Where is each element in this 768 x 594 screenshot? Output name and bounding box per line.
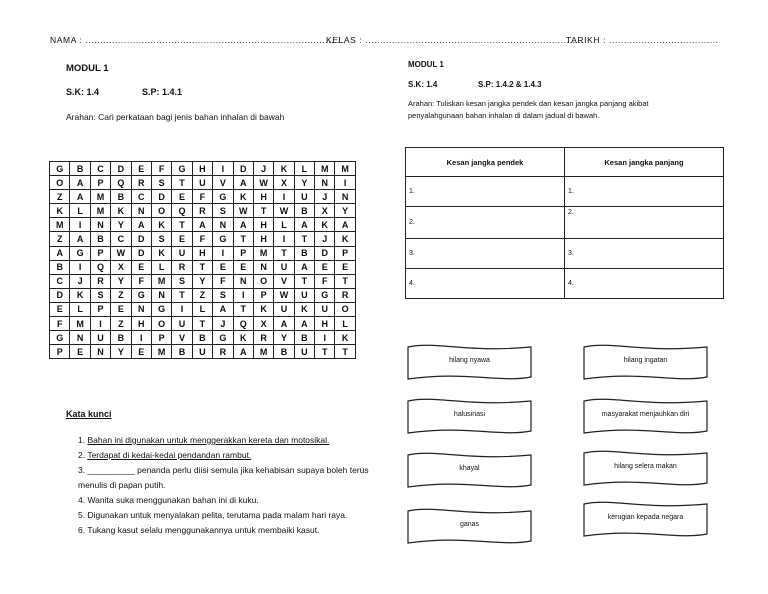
left-sk: S.K: 1.4 [66, 87, 100, 97]
grid-cell[interactable]: A [294, 218, 314, 232]
grid-cell[interactable]: D [151, 190, 171, 204]
grid-cell[interactable]: V [274, 274, 294, 288]
grid-cell[interactable]: X [111, 260, 131, 274]
grid-cell[interactable]: L [151, 260, 171, 274]
grid-cell[interactable]: B [294, 246, 314, 260]
grid-cell[interactable]: X [253, 317, 273, 331]
grid-cell[interactable]: B [90, 232, 110, 246]
grid-cell[interactable]: S [151, 176, 171, 190]
grid-cell[interactable]: A [274, 317, 294, 331]
grid-cell[interactable]: A [192, 218, 212, 232]
grid-cell[interactable]: C [131, 190, 151, 204]
grid-cell[interactable]: K [70, 288, 90, 302]
grid-cell[interactable]: H [253, 232, 273, 246]
grid-cell[interactable]: A [233, 218, 253, 232]
grid-cell[interactable]: G [151, 302, 171, 316]
grid-cell[interactable]: T [315, 345, 335, 359]
grid-cell[interactable]: B [294, 204, 314, 218]
left-sp: S.P: 1.4.1 [142, 87, 183, 97]
grid-cell[interactable]: B [111, 190, 131, 204]
grid-row [50, 274, 356, 288]
grid-cell[interactable]: F [131, 274, 151, 288]
grid-cell[interactable]: L [274, 218, 294, 232]
grid-cell[interactable]: S [151, 232, 171, 246]
grid-cell[interactable]: Y [111, 218, 131, 232]
grid-cell[interactable]: K [335, 331, 355, 345]
grid-cell[interactable]: Q [111, 176, 131, 190]
grid-cell[interactable]: P [50, 345, 70, 359]
grid-cell[interactable]: L [335, 317, 355, 331]
grid-cell[interactable]: I [233, 288, 253, 302]
grid-cell[interactable]: G [213, 331, 233, 345]
grid-cell[interactable]: O [335, 302, 355, 316]
grid-cell[interactable]: F [151, 162, 171, 176]
grid-cell[interactable]: Q [172, 204, 192, 218]
grid-cell[interactable]: M [90, 204, 110, 218]
grid-cell[interactable]: F [315, 274, 335, 288]
grid-cell[interactable]: A [233, 176, 253, 190]
grid-cell[interactable]: I [274, 190, 294, 204]
grid-cell[interactable]: H [192, 162, 212, 176]
grid-cell[interactable]: Y [192, 274, 212, 288]
grid-cell[interactable]: E [131, 162, 151, 176]
grid-cell[interactable]: S [213, 204, 233, 218]
grid-cell[interactable]: Z [50, 190, 70, 204]
grid-cell[interactable]: Z [192, 288, 212, 302]
grid-cell[interactable]: T [253, 204, 273, 218]
grid-cell[interactable]: W [274, 288, 294, 302]
grid-cell[interactable]: A [335, 218, 355, 232]
grid-cell[interactable]: P [90, 302, 110, 316]
card-label: masyarakat menjauhkan diri [601, 411, 690, 418]
grid-cell[interactable]: P [90, 176, 110, 190]
grid-row [50, 190, 356, 204]
grid-cell[interactable]: P [151, 331, 171, 345]
clue-3: 3. __________ penanda perlu diisi semula jika kehabisan supaya boleh terus menulis di papan putih. [78, 465, 369, 490]
grid-cell[interactable]: K [111, 204, 131, 218]
keyword-heading: Kata kunci [66, 409, 112, 419]
right-instruction: Arahan: Tuliskan kesan jangka pendek dan kesan jangka panjang akibat penyalahgunaan bahan inhalan di dalam jadual di bawah. [408, 99, 649, 120]
grid-cell[interactable]: H [131, 317, 151, 331]
grid-row [50, 260, 356, 274]
grid-cell[interactable]: M [335, 162, 355, 176]
grid-cell[interactable]: F [213, 274, 233, 288]
grid-cell[interactable]: R [213, 345, 233, 359]
grid-cell[interactable]: W [274, 204, 294, 218]
grid-cell[interactable]: F [192, 232, 212, 246]
grid-cell[interactable]: I [131, 331, 151, 345]
grid-cell[interactable]: B [111, 331, 131, 345]
grid-cell[interactable]: U [315, 302, 335, 316]
grid-cell[interactable]: I [70, 260, 90, 274]
grid-cell[interactable]: E [70, 345, 90, 359]
grid-cell[interactable]: W [111, 246, 131, 260]
card-masyarakat-menjauhkan-diri[interactable] [582, 397, 709, 437]
grid-cell[interactable]: T [335, 345, 355, 359]
grid-cell[interactable]: C [50, 274, 70, 288]
grid-cell[interactable]: J [70, 274, 90, 288]
grid-row [50, 176, 356, 190]
grid-cell[interactable]: G [50, 162, 70, 176]
grid-row [50, 302, 356, 316]
grid-cell[interactable]: T [294, 232, 314, 246]
grid-cell[interactable]: N [315, 176, 335, 190]
card-ganas[interactable] [406, 507, 533, 547]
grid-cell[interactable]: B [70, 162, 90, 176]
grid-cell[interactable]: N [70, 331, 90, 345]
grid-cell[interactable]: A [213, 302, 233, 316]
clue-2: 2. Terdapat di kedai-kedai pendandan rambut. [78, 450, 252, 460]
grid-cell[interactable]: X [315, 204, 335, 218]
grid-cell[interactable]: T [172, 218, 192, 232]
grid-cell[interactable]: P [90, 246, 110, 260]
grid-cell[interactable]: R [335, 288, 355, 302]
grid-cell[interactable]: L [70, 204, 90, 218]
grid-cell[interactable]: B [294, 331, 314, 345]
clue-5: 5. Digunakan untuk menyalakan pelita, terutama pada malam hari raya. [78, 510, 348, 520]
short-term-cell-3[interactable]: 3. [406, 239, 565, 269]
left-module-title: MODUL 1 [66, 63, 109, 74]
grid-cell[interactable]: U [274, 302, 294, 316]
grid-cell[interactable]: U [294, 190, 314, 204]
grid-cell[interactable]: K [315, 218, 335, 232]
grid-cell[interactable]: H [253, 190, 273, 204]
card-kerugian-kepada-negara[interactable] [582, 500, 709, 540]
grid-cell[interactable]: F [50, 317, 70, 331]
grid-cell[interactable]: N [335, 190, 355, 204]
grid-cell[interactable]: V [172, 331, 192, 345]
grid-cell[interactable]: D [131, 246, 151, 260]
grid-cell[interactable]: D [233, 162, 253, 176]
grid-cell[interactable]: N [233, 274, 253, 288]
grid-row [50, 345, 356, 359]
grid-cell[interactable]: E [233, 260, 253, 274]
long-term-cell-1[interactable]: 1. [565, 177, 724, 207]
grid-cell[interactable]: E [172, 232, 192, 246]
grid-cell[interactable]: U [294, 288, 314, 302]
grid-cell[interactable]: D [50, 288, 70, 302]
grid-cell[interactable]: M [253, 246, 273, 260]
grid-cell[interactable]: T [294, 274, 314, 288]
nama-field: NAMA : ........................................................................................ [50, 35, 346, 45]
grid-cell[interactable]: A [294, 317, 314, 331]
grid-cell[interactable]: L [70, 302, 90, 316]
grid-cell[interactable]: P [253, 288, 273, 302]
grid-cell[interactable]: N [131, 302, 151, 316]
grid-cell[interactable]: R [172, 260, 192, 274]
card-label: ganas [459, 521, 480, 528]
grid-cell[interactable]: B [172, 345, 192, 359]
grid-cell[interactable]: Y [274, 331, 294, 345]
grid-cell[interactable]: A [70, 190, 90, 204]
grid-cell[interactable]: U [172, 317, 192, 331]
grid-cell[interactable]: X [274, 176, 294, 190]
grid-cell[interactable]: E [335, 260, 355, 274]
card-label: kerugian kepada negara [607, 514, 684, 521]
card-hilang-ingatan[interactable] [582, 343, 709, 383]
grid-cell[interactable]: I [213, 246, 233, 260]
grid-cell[interactable]: N [90, 345, 110, 359]
grid-cell[interactable]: Y [335, 204, 355, 218]
grid-cell[interactable]: G [50, 331, 70, 345]
grid-cell[interactable]: A [50, 246, 70, 260]
grid-cell[interactable]: R [192, 204, 212, 218]
kelas-field: KELAS : .......................................................................... [326, 35, 585, 45]
grid-cell[interactable]: U [294, 345, 314, 359]
grid-cell[interactable]: I [274, 232, 294, 246]
clue-6: 6. Tukang kasut selalu menggunakannya untuk membaiki kasut. [78, 525, 320, 535]
grid-cell[interactable]: M [315, 162, 335, 176]
grid-cell[interactable]: I [213, 162, 233, 176]
grid-cell[interactable]: J [253, 162, 273, 176]
grid-cell[interactable]: R [90, 274, 110, 288]
grid-cell[interactable]: T [192, 317, 212, 331]
grid-cell[interactable]: A [70, 176, 90, 190]
grid-cell[interactable]: N [213, 218, 233, 232]
grid-cell[interactable]: O [151, 204, 171, 218]
grid-cell[interactable]: I [335, 176, 355, 190]
header-long-term: Kesan jangka panjang [565, 148, 724, 177]
grid-cell[interactable]: Q [90, 260, 110, 274]
grid-cell[interactable]: H [253, 218, 273, 232]
grid-cell[interactable]: H [315, 317, 335, 331]
grid-cell[interactable]: K [233, 331, 253, 345]
card-label: hilang ingatan [623, 357, 668, 364]
grid-cell[interactable]: E [131, 345, 151, 359]
grid-cell[interactable]: D [315, 246, 335, 260]
grid-cell[interactable]: Y [111, 345, 131, 359]
grid-cell[interactable]: T [233, 302, 253, 316]
card-label: halusinasi [453, 411, 486, 418]
left-instruction: Arahan: Cari perkataan bagi jenis bahan inhalan di bawah [66, 112, 285, 122]
grid-cell[interactable]: U [274, 260, 294, 274]
long-term-cell-4[interactable]: 4. [565, 269, 724, 299]
right-module-title: MODUL 1 [408, 60, 444, 69]
grid-cell[interactable]: L [192, 302, 212, 316]
grid-row [50, 331, 356, 345]
grid-cell[interactable]: T [274, 246, 294, 260]
grid-cell[interactable]: A [70, 232, 90, 246]
grid-cell[interactable]: A [294, 260, 314, 274]
grid-cell[interactable]: D [131, 232, 151, 246]
grid-cell[interactable]: C [111, 232, 131, 246]
grid-row [50, 162, 356, 176]
grid-cell[interactable]: N [90, 218, 110, 232]
word-search-grid [49, 161, 356, 359]
grid-cell[interactable]: E [131, 260, 151, 274]
grid-cell[interactable]: U [172, 246, 192, 260]
grid-row [50, 218, 356, 232]
grid-cell[interactable]: E [213, 260, 233, 274]
card-label: khayal [459, 465, 480, 472]
long-term-cell-3[interactable]: 3. [565, 239, 724, 269]
grid-cell[interactable]: T [172, 288, 192, 302]
grid-cell[interactable]: J [315, 232, 335, 246]
grid-row [50, 246, 356, 260]
grid-cell[interactable]: T [233, 232, 253, 246]
grid-cell[interactable]: D [111, 162, 131, 176]
grid-cell[interactable]: Y [294, 176, 314, 190]
grid-cell[interactable]: A [131, 218, 151, 232]
grid-cell[interactable]: O [50, 176, 70, 190]
grid-row [50, 317, 356, 331]
grid-cell[interactable]: N [131, 204, 151, 218]
grid-cell[interactable]: H [192, 246, 212, 260]
grid-cell[interactable]: R [253, 331, 273, 345]
grid-cell[interactable]: E [315, 260, 335, 274]
short-term-cell-4[interactable]: 4. [406, 269, 565, 299]
grid-cell[interactable]: K [274, 162, 294, 176]
grid-cell[interactable]: I [172, 302, 192, 316]
grid-row [50, 232, 356, 246]
grid-cell[interactable]: Y [111, 274, 131, 288]
effects-table [405, 147, 724, 299]
grid-cell[interactable]: K [233, 190, 253, 204]
right-sk: S.K: 1.4 [408, 80, 438, 89]
grid-cell[interactable]: T [335, 274, 355, 288]
card-label: hilang selera makan [614, 463, 677, 470]
grid-cell[interactable]: Q [233, 317, 253, 331]
grid-cell[interactable]: M [70, 317, 90, 331]
grid-cell[interactable]: T [172, 176, 192, 190]
grid-cell[interactable]: S [90, 288, 110, 302]
grid-cell[interactable]: W [233, 204, 253, 218]
grid-cell[interactable]: B [192, 331, 212, 345]
grid-cell[interactable]: G [315, 288, 335, 302]
short-term-cell-2[interactable]: 2. [406, 207, 565, 239]
grid-cell[interactable]: U [90, 331, 110, 345]
grid-cell[interactable]: Z [50, 232, 70, 246]
header-short-term: Kesan jangka pendek [406, 148, 565, 177]
grid-cell[interactable]: E [172, 190, 192, 204]
grid-cell[interactable]: V [213, 176, 233, 190]
grid-cell[interactable]: G [213, 190, 233, 204]
grid-cell[interactable]: G [131, 288, 151, 302]
short-term-cell-1[interactable]: 1. [406, 177, 565, 207]
grid-cell[interactable]: J [315, 190, 335, 204]
grid-cell[interactable]: N [151, 288, 171, 302]
grid-cell[interactable]: M [90, 190, 110, 204]
grid-cell[interactable]: W [253, 176, 273, 190]
grid-cell[interactable]: I [90, 317, 110, 331]
grid-cell[interactable]: K [335, 232, 355, 246]
card-khayal[interactable] [406, 451, 533, 491]
grid-cell[interactable]: M [151, 274, 171, 288]
grid-cell[interactable]: M [50, 218, 70, 232]
clue-list [78, 433, 378, 538]
grid-cell[interactable]: F [192, 190, 212, 204]
grid-cell[interactable]: J [213, 317, 233, 331]
grid-cell[interactable]: K [151, 218, 171, 232]
grid-cell[interactable]: R [131, 176, 151, 190]
grid-cell[interactable]: G [213, 232, 233, 246]
card-halusinasi[interactable] [406, 397, 533, 437]
clue-1: 1. Bahan ini digunakan untuk menggerakkan kereta dan motosikal. [78, 435, 330, 445]
grid-cell[interactable]: U [192, 176, 212, 190]
grid-cell[interactable]: I [315, 331, 335, 345]
grid-cell[interactable]: C [90, 162, 110, 176]
tarikh-field: TARIKH : ..................................... [566, 35, 719, 45]
grid-cell[interactable]: S [172, 274, 192, 288]
grid-cell[interactable]: O [253, 274, 273, 288]
grid-cell[interactable]: E [50, 302, 70, 316]
grid-cell[interactable]: G [172, 162, 192, 176]
long-term-cell-2[interactable]: 2. [565, 207, 724, 239]
grid-cell[interactable]: I [70, 218, 90, 232]
grid-row [50, 204, 356, 218]
grid-cell[interactable]: T [192, 260, 212, 274]
grid-row [50, 288, 356, 302]
grid-cell[interactable]: S [213, 288, 233, 302]
grid-cell[interactable]: M [151, 345, 171, 359]
grid-cell[interactable]: G [70, 246, 90, 260]
grid-cell[interactable]: Z [111, 317, 131, 331]
grid-cell[interactable]: P [233, 246, 253, 260]
grid-cell[interactable]: Z [111, 288, 131, 302]
grid-cell[interactable]: B [274, 345, 294, 359]
grid-cell[interactable]: B [50, 260, 70, 274]
grid-cell[interactable]: K [294, 302, 314, 316]
grid-cell[interactable]: N [253, 260, 273, 274]
grid-cell[interactable]: L [294, 162, 314, 176]
grid-cell[interactable]: K [50, 204, 70, 218]
grid-cell[interactable]: M [253, 345, 273, 359]
card-label: hilang nyawa [449, 357, 490, 364]
grid-cell[interactable]: E [111, 302, 131, 316]
card-hilang-selera-makan[interactable] [582, 449, 709, 489]
clue-4: 4. Wanita suka menggunakan bahan ini di kuku. [78, 495, 259, 505]
grid-cell[interactable]: K [151, 246, 171, 260]
card-hilang-nyawa[interactable] [406, 343, 533, 383]
grid-cell[interactable]: K [253, 302, 273, 316]
grid-cell[interactable]: P [335, 246, 355, 260]
grid-cell[interactable]: O [151, 317, 171, 331]
right-sp: S.P: 1.4.2 & 1.4.3 [478, 80, 542, 89]
grid-cell[interactable]: U [192, 345, 212, 359]
grid-cell[interactable]: A [233, 345, 253, 359]
